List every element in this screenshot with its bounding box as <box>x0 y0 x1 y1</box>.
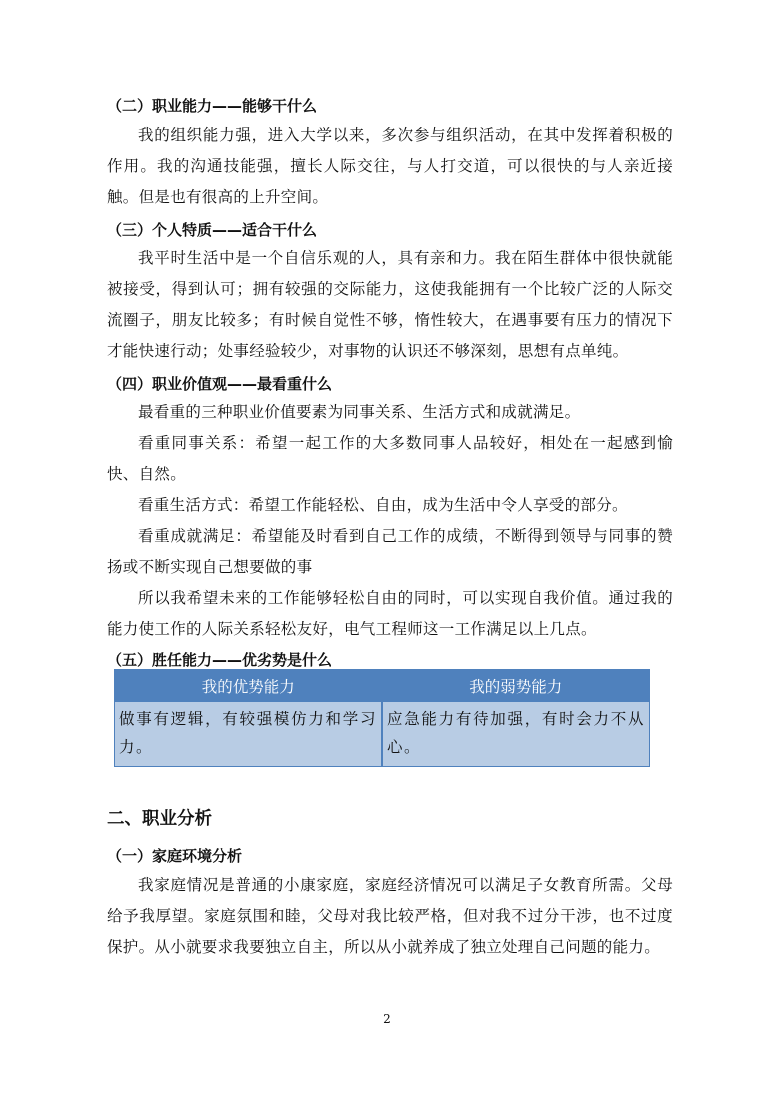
table-cell-weaknesses: 应急能力有待加强，有时会力不从心。 <box>382 702 650 767</box>
strengths-weaknesses-table <box>114 669 650 767</box>
paragraph-values-achievement: 看重成就满足：希望能及时看到自己工作的成绩，不断得到领导与同事的赞扬或不断实现自己想要做的事 <box>107 527 673 576</box>
paragraph-values-intro: 最看重的三种职业价值要素为同事关系、生活方式和成就满足。 <box>138 403 581 421</box>
paragraph-values-summary: 所以我希望未来的工作能够轻松自由的同时，可以实现自我价值。通过我的能力使工作的人际关系轻松友好，电气工程师这一工作满足以上几点。 <box>107 589 673 638</box>
table-header-weaknesses: 我的弱势能力 <box>382 670 650 702</box>
paragraph-family-environment: 我家庭情况是普通的小康家庭，家庭经济情况可以满足子女教育所需。父母给予我厚望。家庭氛围和睦，父母对我比较严格，但对我不过分干涉，也不过度保护。从小就要求我要独立自主，所以从小就养成了独立处理自己问题的能力。 <box>107 876 673 956</box>
table-row <box>115 702 650 767</box>
section-heading-family-environment: （一）家庭环境分析 <box>107 847 243 865</box>
paragraph-career-ability: 我的组织能力强，进入大学以来，多次参与组织活动，在其中发挥着积极的作用。我的沟通技能强，擅长人际交往，与人打交道，可以很快的与人亲近接触。但是也有很高的上升空间。 <box>107 126 673 206</box>
table-header-row <box>115 670 650 702</box>
paragraph-personal-traits: 我平时生活中是一个自信乐观的人，具有亲和力。我在陌生群体中很快就能被接受，得到认可；拥有较强的交际能力，这使我能拥有一个比较广泛的人际交流圈子，朋友比较多；有时候自觉性不够，惰性较大，在遇事要有压力的情况下才能快速行动；处事经验较少，对事物的认识还不够深刻，思想有点单纯。 <box>107 249 673 360</box>
paragraph-values-colleagues: 看重同事关系：希望一起工作的大多数同事人品较好，相处在一起感到愉快、自然。 <box>107 434 673 483</box>
section-heading-career-ability: （二）职业能力——能够干什么 <box>107 97 318 115</box>
page-number: 2 <box>383 1012 391 1026</box>
table-header-strengths: 我的优势能力 <box>115 670 383 702</box>
paragraph-values-lifestyle: 看重生活方式：希望工作能轻松、自由，成为生活中令人享受的部分。 <box>138 496 628 514</box>
table-cell-strengths: 做事有逻辑，有较强模仿力和学习力。 <box>115 702 383 767</box>
part-heading-career-analysis: 二、职业分析 <box>107 809 212 829</box>
section-heading-personal-traits: （三）个人特质——适合干什么 <box>107 221 318 239</box>
section-heading-career-values: （四）职业价值观——最看重什么 <box>107 375 333 393</box>
section-heading-competence: （五）胜任能力——优劣势是什么 <box>107 651 333 669</box>
